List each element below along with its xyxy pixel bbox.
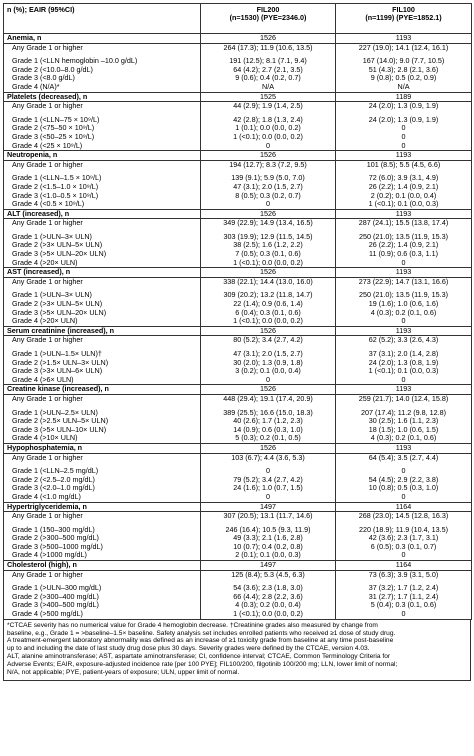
header-fil200-name: FIL200 (256, 5, 280, 14)
fil100-value: 18 (1.5); 1.0 (0.6, 1.5) (368, 424, 439, 434)
fil100-value: 10 (0.8); 0.5 (0.3, 1.0) (368, 483, 439, 493)
section-title: AST (increased), n (4, 268, 201, 278)
fil100-value: 0 (401, 491, 406, 501)
header-metric-label: n (%); EAIR (95%CI) (4, 4, 201, 34)
section-grades-row (4, 453, 472, 502)
fil200-value: 2 (0.1); 0.1 (0.0, 0.3) (235, 550, 301, 560)
grade-label: Any Grade 1 or higher (12, 570, 83, 579)
fil100-value: 51 (4.3); 2.8 (2.1, 3.6) (368, 64, 439, 74)
fil200-value: 42 (2.8); 1.8 (1.3, 2.4) (233, 114, 303, 124)
fil100-value: 287 (24.1); 15.5 (13.8, 17.4) (358, 218, 449, 228)
fil200-value-cell (201, 512, 336, 561)
fil100-value: 26 (2.2); 1.4 (0.9, 2.1) (368, 240, 439, 250)
fil100-value: 4 (0.3); 0.2 (0.1, 0.6) (370, 307, 437, 317)
fil200-value: 80 (5.2); 3.4 (2.7, 4.2) (233, 335, 303, 345)
section-title: Hypertriglyceridemia, n (4, 502, 201, 512)
fil200-value: 0 (266, 199, 270, 209)
grade-label: Grade 1 (>ULN–2.5× ULN) (12, 407, 98, 417)
fil100-value: 220 (18.9); 11.9 (10.4, 13.5) (359, 524, 448, 534)
lab-abnormalities-table-document (3, 3, 471, 681)
fil100-value: 0 (401, 257, 406, 267)
fil200-value: 303 (19.9); 12.9 (11.5, 14.5) (223, 231, 313, 241)
fil200-value: 66 (4.4); 2.8 (2.2, 3.6) (233, 591, 303, 601)
grade-label: Grade 2 (>3× ULN–5× ULN) (12, 299, 103, 309)
section-title: Neutropenia, n (4, 151, 201, 161)
fil200-value: 1 (<0.1); 0.0 (0.0, 0.2) (233, 131, 303, 141)
section-header-row (4, 268, 472, 278)
fil100-value-cell (336, 512, 472, 561)
section-n-fil200: 1526 (201, 34, 336, 44)
table-body (4, 34, 472, 620)
fil200-value: 1 (<0.1); 0.0 (0.0, 0.2) (233, 609, 303, 619)
grade-label: Grade 4 (>20× ULN) (12, 257, 78, 267)
grade-label: Any Grade 1 or higher (12, 218, 83, 228)
fil100-value: 227 (19.0); 14.1 (12.4, 16.1) (358, 43, 449, 52)
grade-label: Grade 2 (<75–50 × 10⁹/L) (12, 123, 95, 133)
fil100-value: N/A (397, 81, 410, 91)
grade-label: Grade 2 (>3× ULN–5× ULN) (12, 240, 103, 250)
section-header-row (4, 385, 472, 395)
section-grades-row (4, 277, 472, 326)
fil200-value: 54 (3.6); 2.3 (1.8, 3.0) (233, 583, 303, 593)
fil200-value: 191 (12.5); 8.1 (7.1, 9.4) (229, 56, 307, 66)
fil200-value: 125 (8.4); 5.3 (4.5, 6.3) (231, 570, 305, 579)
grade-label: Grade 2 (>300–500 mg/dL) (12, 533, 99, 543)
fil100-value: 54 (4.5); 2.9 (2.2, 3.8) (368, 474, 439, 484)
fil200-value: 47 (3.1); 2.0 (1.5, 2.7) (233, 349, 303, 358)
grade-label: Grade 3 (>3× ULN–6× ULN) (12, 366, 103, 376)
fil100-value-cell (336, 453, 472, 502)
section-n-fil100: 1164 (336, 502, 472, 512)
section-header-row (4, 209, 472, 219)
section-grades-row (4, 219, 472, 268)
section-n-fil200: 1526 (201, 268, 336, 278)
fil200-value-cell (201, 160, 336, 209)
fil100-value: 207 (17.4); 11.2 (9.8, 12.8) (361, 407, 446, 417)
fil200-value: 9 (0.6); 0.4 (0.2, 0.7) (235, 73, 301, 83)
header-fil100-name: FIL100 (392, 5, 415, 14)
fil200-value: 7 (0.5); 0.3 (0.1, 0.6) (235, 249, 301, 259)
fil200-value: 24 (1.6); 1.0 (0.7, 1.5) (233, 483, 303, 493)
grade-label: Grade 1 (<LLN hemoglobin –10.0 g/dL) (12, 56, 138, 66)
grade-label: Any Grade 1 or higher (12, 277, 83, 286)
fil100-value: 0 (401, 316, 406, 326)
fil200-value: 1 (<0.1); 0.0 (0.0, 0.2) (233, 257, 303, 267)
fil200-value: 8 (0.5); 0.3 (0.2, 0.7) (235, 190, 301, 200)
fil200-value-cell (201, 453, 336, 502)
grade-label-cell (4, 512, 201, 561)
fil100-value: 62 (5.2); 3.3 (2.6, 4.3) (368, 335, 439, 345)
grade-label-cell (4, 102, 201, 151)
section-n-fil100: 1189 (336, 92, 472, 102)
grade-label: Any Grade 1 or higher (12, 160, 83, 169)
fil200-value: 139 (9.1); 5.9 (5.0, 7.0) (231, 173, 305, 183)
section-grades-row (4, 394, 472, 443)
fil200-value: 6 (0.4); 0.3 (0.1, 0.6) (235, 307, 301, 317)
section-title: Creatine kinase (increased), n (4, 385, 201, 395)
section-n-fil100: 1193 (336, 34, 472, 44)
section-grades-row (4, 512, 472, 561)
grade-label: Grade 3 (>5× ULN–20× ULN) (12, 249, 107, 259)
grade-label-cell (4, 570, 201, 619)
fil200-value: 3 (0.2); 0.1 (0.0, 0.4) (235, 366, 301, 376)
fil200-value: 38 (2.5); 1.6 (1.2, 2.2) (233, 240, 303, 250)
fil100-value: 1 (<0.1); 0.1 (0.0, 0.3) (368, 199, 439, 209)
fil200-value-cell (201, 336, 336, 385)
fil100-value: 259 (21.7); 14.0 (12.4, 15.8) (358, 394, 449, 403)
footnote-line: baseline, e.g., Grade 1 = >baseline–1.5× baseline. Safety analysis set includes enrolled patients who received ≥1 dose of study drug. (7, 629, 396, 637)
fil200-value: 14 (0.9); 0.6 (0.3, 1.0) (233, 424, 303, 434)
grade-label: Grade 4 (<0.5 × 10⁹/L) (12, 199, 85, 209)
table-footnote (3, 620, 471, 681)
section-n-fil200: 1526 (201, 385, 336, 395)
table-header-row (4, 4, 472, 34)
fil200-value: 389 (25.5); 16.6 (15.0, 18.3) (223, 407, 313, 417)
grade-label: Grade 4 (N/A)* (12, 81, 60, 91)
footnote-line: up to and including the date of last study drug dose plus 30 days. Severity grades were defined by the CTCAE, version 4.03. (7, 645, 370, 653)
grade-label: Grade 3 (<1.0–0.5 × 10⁹/L) (12, 190, 99, 200)
fil200-value: 338 (22.1); 14.4 (13.0, 16.0) (223, 277, 313, 286)
section-n-fil100: 1193 (336, 151, 472, 161)
fil100-value: 73 (6.3); 3.9 (3.1, 5.0) (368, 570, 439, 579)
section-header-row (4, 92, 472, 102)
section-n-fil200: 1497 (201, 561, 336, 571)
fil200-value-cell (201, 102, 336, 151)
grade-label: Grade 4 (>1000 mg/dL) (12, 550, 87, 560)
grade-label: Any Grade 1 or higher (12, 43, 83, 52)
fil200-value-cell (201, 394, 336, 443)
section-header-row (4, 502, 472, 512)
grade-label: Grade 3 (>500–1000 mg/dL) (12, 541, 103, 551)
grade-label-cell (4, 277, 201, 326)
fil200-value: 1 (0.1); 0.0 (0.0, 0.2) (235, 123, 301, 133)
fil100-value: 6 (0.5); 0.3 (0.1, 0.7) (370, 541, 437, 551)
section-header-row (4, 151, 472, 161)
footnote-line: N/A, not applicable; PYE, patient-years of exposure; ULN, upper limit of normal. (7, 669, 240, 677)
section-n-fil100: 1193 (336, 268, 472, 278)
lab-abnormalities-table (3, 3, 472, 620)
grade-label: Grade 2 (>2.5× ULN–5× ULN) (12, 416, 109, 426)
fil200-value: 0 (266, 466, 270, 476)
grade-label: Any Grade 1 or higher (12, 511, 83, 521)
section-grades-row (4, 570, 472, 619)
grade-label-cell (4, 394, 201, 443)
section-n-fil200: 1497 (201, 502, 336, 512)
section-header-row (4, 326, 472, 336)
section-grades-row (4, 336, 472, 385)
section-n-fil100: 1193 (336, 209, 472, 219)
grade-label: Grade 3 (<8.0 g/dL) (12, 73, 75, 83)
grade-label: Grade 2 (>1.5× ULN–3× ULN) (12, 357, 109, 367)
fil200-value: 30 (2.0); 1.3 (0.9, 1.8) (233, 357, 303, 367)
grade-label: Any Grade 1 or higher (12, 335, 83, 345)
fil100-value: 0 (401, 550, 406, 560)
section-n-fil100: 1193 (336, 326, 472, 336)
grade-label: Grade 1 (150–300 mg/dL) (12, 524, 95, 534)
fil200-value: 44 (2.9); 1.9 (1.4, 2.5) (233, 101, 303, 111)
fil200-value: 448 (29.4); 19.1 (17.4, 20.9) (223, 394, 313, 403)
grade-label: Grade 4 (<25 × 10⁹/L) (12, 140, 83, 150)
fil200-value: 40 (2.6); 1.7 (1.2, 2.3) (233, 416, 303, 426)
fil100-value-cell (336, 43, 472, 92)
fil100-value: 72 (6.0); 3.9 (3.1, 4.9) (368, 173, 439, 183)
fil200-value: 49 (3.3); 2.1 (1.6, 2.8) (233, 533, 303, 543)
fil200-value: 5 (0.3); 0.2 (0.1, 0.5) (235, 433, 301, 443)
grade-label: Grade 1 (<LLN–2.5 mg/dL) (12, 466, 99, 476)
section-n-fil200: 1526 (201, 209, 336, 219)
grade-label: Grade 1 (>ULN–3× ULN) (12, 231, 92, 241)
section-header-row (4, 561, 472, 571)
section-header-row (4, 443, 472, 453)
section-title: ALT (increased), n (4, 209, 201, 219)
fil100-value-cell (336, 336, 472, 385)
grade-label: Grade 1 (>ULN–1.5× ULN)† (12, 349, 102, 358)
grade-label: Grade 3 (>5× ULN–10× ULN) (12, 424, 107, 434)
grade-label: Grade 4 (<1.0 mg/dL) (12, 491, 81, 501)
fil200-value: 309 (20.2); 13.2 (11.8, 14.7) (223, 290, 313, 300)
grade-label: Grade 3 (<50–25 × 10⁹/L) (12, 131, 95, 141)
grade-label: Grade 3 (>5× ULN–20× ULN) (12, 307, 107, 317)
fil200-value: 1 (<0.1); 0.0 (0.0, 0.2) (233, 316, 303, 326)
grade-label: Grade 2 (<10.0–8.0 g/dL) (12, 64, 93, 74)
fil100-value: 9 (0.8); 0.5 (0.2, 0.9) (370, 73, 437, 83)
fil200-value: 0 (266, 374, 270, 384)
fil100-value: 26 (2.2); 1.4 (0.9, 2.1) (368, 181, 439, 191)
fil100-value: 24 (2.0); 1.3 (0.9, 1.9) (368, 101, 439, 111)
grade-label: Any Grade 1 or higher (12, 394, 83, 403)
section-header-row (4, 34, 472, 44)
fil200-value-cell (201, 570, 336, 619)
section-title: Cholesterol (high), n (4, 561, 201, 571)
grade-label: Grade 3 (>400–500 mg/dL) (12, 600, 99, 610)
grade-label: Grade 1 (<LLN–1.5 × 10⁹/L) (12, 173, 102, 183)
fil100-value: 37 (3.2); 1.7 (1.2, 2.4) (368, 583, 439, 593)
grade-label: Grade 4 (>6× ULN) (12, 374, 74, 384)
fil100-value: 250 (21.0); 13.5 (11.9, 15.3) (359, 231, 448, 241)
fil100-value: 0 (401, 131, 406, 141)
fil200-value: 47 (3.1); 2.0 (1.5, 2.7) (233, 181, 303, 191)
footnote-line: ALT, alanine aminotransferase; AST, aspartate aminotransferase; CI, confidence interval; CTCAE, Common Terminology Criteria for (7, 653, 391, 661)
fil200-value: 246 (16.4); 10.5 (9.3, 11.9) (225, 524, 311, 534)
fil100-value: 24 (2.0); 1.3 (0.8, 1.9) (368, 357, 439, 367)
fil100-value: 24 (2.0); 1.3 (0.9, 1.9) (368, 114, 439, 124)
header-fil200 (201, 4, 336, 34)
grade-label: Grade 4 (>10× ULN) (12, 433, 78, 443)
fil200-value: 4 (0.3); 0.2 (0.0, 0.4) (235, 600, 301, 610)
fil200-value: 0 (266, 491, 270, 501)
footnote-line: *CTCAE severity has no numerical value for Grade 4 hemoglobin decrease. †Creatinine grades also measured by change from (7, 621, 378, 629)
grade-label: Grade 1 (>ULN–300 mg/dL) (12, 583, 102, 593)
grade-label-cell (4, 219, 201, 268)
section-n-fil100: 1164 (336, 561, 472, 571)
header-fil100 (336, 4, 472, 34)
grade-label-cell (4, 160, 201, 209)
section-n-fil200: 1526 (201, 443, 336, 453)
fil200-value: 194 (12.7); 8.3 (7.2, 9.5) (229, 160, 307, 169)
fil200-value: 307 (20.5); 13.1 (11.7, 14.6) (223, 511, 313, 521)
fil100-value-cell (336, 394, 472, 443)
header-fil200-exposure: (n=1530) (PYE=2346.0) (229, 13, 307, 23)
grade-label: Grade 1 (<LLN–75 × 10⁹/L) (12, 114, 100, 124)
section-n-fil200: 1525 (201, 92, 336, 102)
fil100-value-cell (336, 102, 472, 151)
grade-label: Grade 1 (>ULN–3× ULN) (12, 290, 92, 300)
footnote-line: Adverse Events; EAIR, exposure-adjusted incidence rate [per 100 PYE]; FIL100/200, filgotinib 100/200 mg; LLN, lower limit of normal; (7, 661, 398, 669)
fil100-value: 268 (23.0); 14.5 (12.8, 16.3) (358, 511, 449, 521)
section-n-fil200: 1526 (201, 151, 336, 161)
fil100-value-cell (336, 219, 472, 268)
fil100-value: 37 (3.1); 2.0 (1.4, 2.8) (368, 349, 439, 358)
section-n-fil200: 1526 (201, 326, 336, 336)
grade-label: Grade 2 (>300–400 mg/dL) (12, 591, 99, 601)
section-title: Anemia, n (4, 34, 201, 44)
grade-label: Grade 4 (>20× ULN) (12, 316, 78, 326)
fil100-value: 5 (0.4); 0.3 (0.1, 0.6) (370, 600, 437, 610)
fil200-value: 0 (266, 140, 270, 150)
grade-label-cell (4, 43, 201, 92)
fil100-value-cell (336, 570, 472, 619)
grade-label-cell (4, 336, 201, 385)
section-n-fil100: 1193 (336, 385, 472, 395)
fil100-value: 4 (0.3); 0.2 (0.1, 0.6) (370, 433, 437, 443)
fil200-value: 349 (22.9); 14.9 (13.4, 16.5) (223, 218, 313, 228)
fil100-value: 250 (21.0); 13.5 (11.9, 15.3) (359, 290, 448, 300)
grade-label: Grade 2 (<1.5–1.0 × 10⁹/L) (12, 181, 99, 191)
fil200-value-cell (201, 219, 336, 268)
fil200-value: 103 (6.7); 4.4 (3.6, 5.3) (231, 453, 305, 462)
fil100-value: 167 (14.0); 9.0 (7.7, 10.5) (362, 56, 445, 66)
fil100-value: 31 (2.7); 1.7 (1.1, 2.4) (368, 591, 439, 601)
fil100-value: 0 (401, 374, 406, 384)
fil200-value: 79 (5.2); 3.4 (2.7, 4.2) (233, 474, 303, 484)
fil100-value-cell (336, 160, 472, 209)
fil100-value: 0 (401, 123, 406, 133)
fil100-value: 0 (401, 140, 406, 150)
section-title: Hypophosphatemia, n (4, 443, 201, 453)
grade-label: Grade 3 (<2.0–1.0 mg/dL) (12, 483, 95, 493)
fil100-value: 64 (5.4); 3.5 (2.7, 4.4) (368, 453, 439, 462)
fil100-value: 42 (3.6); 2.3 (1.7, 3.1) (368, 533, 439, 543)
fil200-value-cell (201, 277, 336, 326)
header-fil100-exposure: (n=1199) (PYE=1852.1) (365, 13, 442, 23)
section-title: Serum creatinine (increased), n (4, 326, 201, 336)
grade-label-cell (4, 453, 201, 502)
fil100-value: 101 (8.5); 5.5 (4.5, 6.6) (366, 160, 441, 169)
footnote-line: A treatment-emergent laboratory abnormality was defined as an increase of ≥1 toxicity grade from baseline at any time post-baseline (7, 637, 394, 645)
section-n-fil100: 1193 (336, 443, 472, 453)
fil100-value: 273 (22.9); 14.7 (13.1, 16.6) (358, 277, 449, 286)
fil200-value: N/A (262, 81, 274, 91)
section-grades-row (4, 160, 472, 209)
section-title: Platelets (decreased), n (4, 92, 201, 102)
fil100-value: 19 (1.6); 1.0 (0.6, 1.6) (368, 299, 439, 309)
fil100-value: 2 (0.2); 0.1 (0.0, 0.4) (370, 190, 437, 200)
fil200-value: 264 (17.3); 11.9 (10.6, 13.5) (223, 43, 313, 52)
section-grades-row (4, 102, 472, 151)
section-grades-row (4, 43, 472, 92)
fil100-value-cell (336, 277, 472, 326)
fil100-value: 0 (401, 609, 406, 619)
fil200-value-cell (201, 43, 336, 92)
grade-label: Grade 4 (>500 mg/dL) (12, 609, 83, 619)
fil100-value: 30 (2.5); 1.6 (1.1, 2.3) (368, 416, 439, 426)
grade-label: Any Grade 1 or higher (12, 101, 83, 111)
fil100-value: 0 (401, 466, 406, 476)
grade-label: Grade 2 (<2.5–2.0 mg/dL) (12, 474, 95, 484)
fil100-value: 1 (<0.1); 0.1 (0.0, 0.3) (368, 366, 439, 376)
fil100-value: 11 (0.9); 0.6 (0.3, 1.1) (369, 249, 438, 259)
fil200-value: 22 (1.4); 0.9 (0.6, 1.4) (233, 299, 303, 309)
fil200-value: 64 (4.2); 2.7 (2.1, 3.5) (233, 64, 303, 74)
grade-label: Any Grade 1 or higher (12, 453, 83, 462)
fil200-value: 10 (0.7); 0.4 (0.2, 0.8) (233, 541, 303, 551)
